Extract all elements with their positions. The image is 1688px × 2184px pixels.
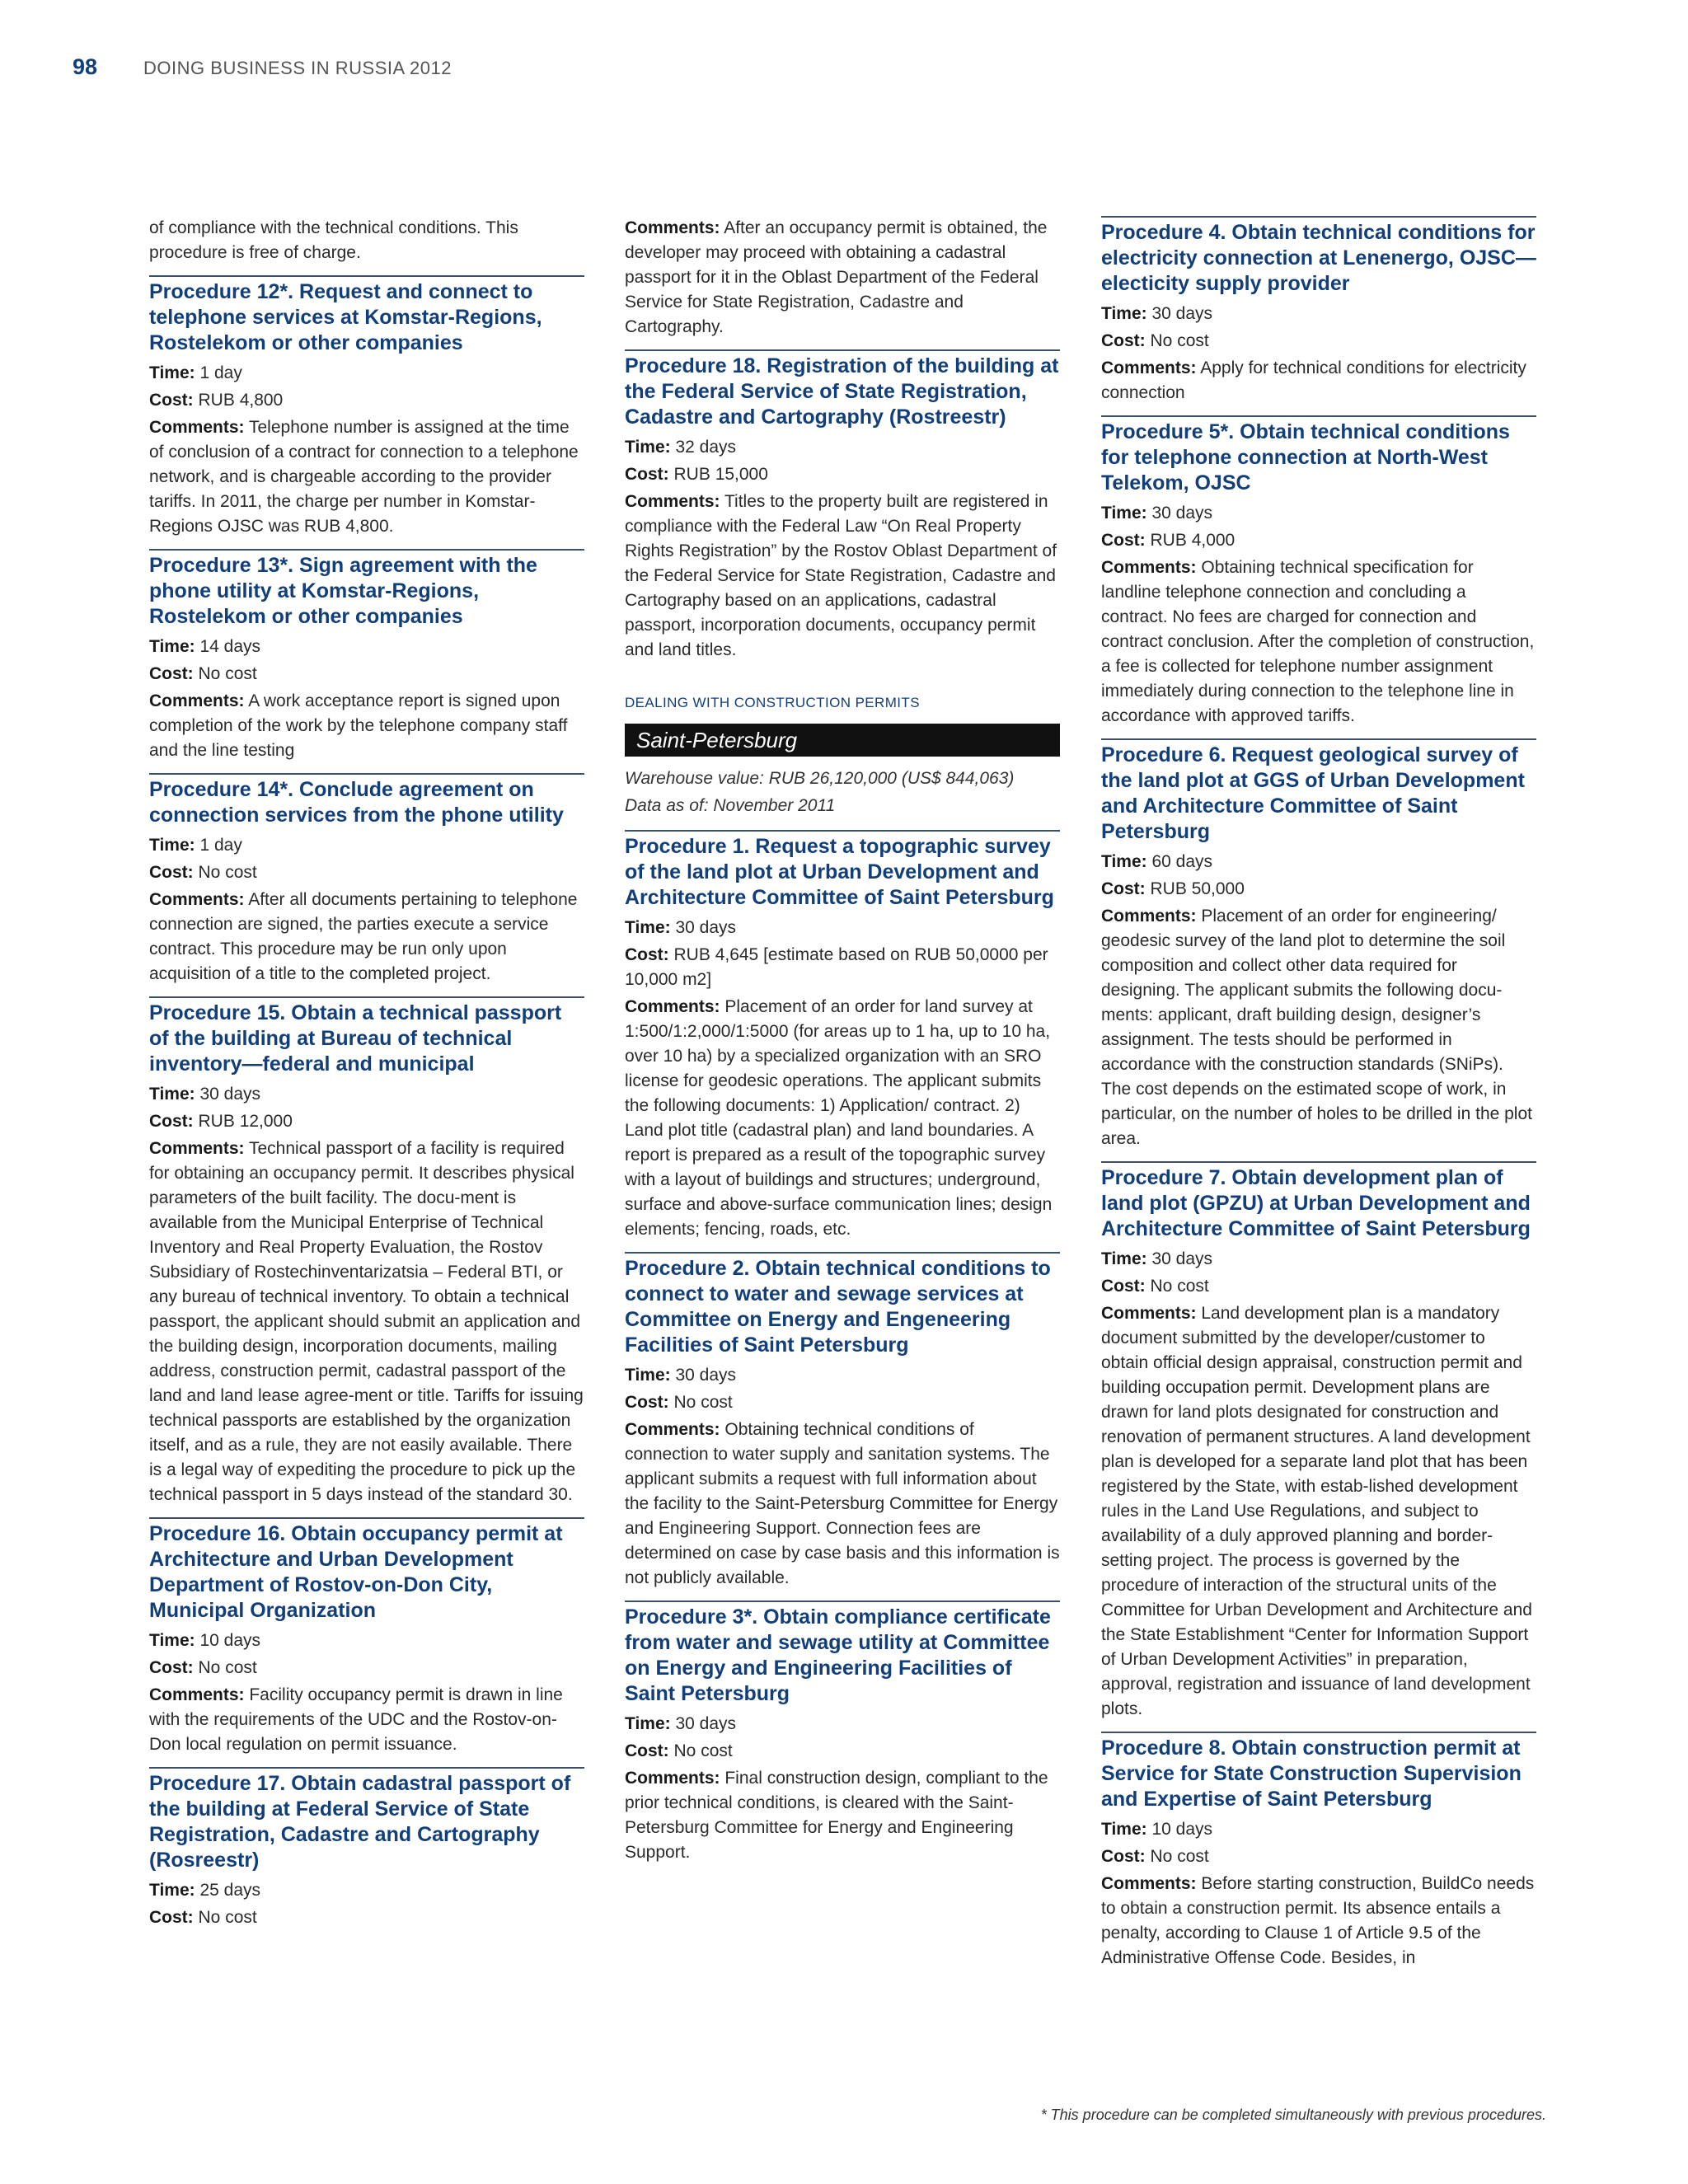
- comments-line: [1101, 1301, 1536, 1722]
- time-label: Time:: [1101, 852, 1147, 871]
- cost-value: No cost: [1150, 1277, 1209, 1296]
- comments-text: Titles to the property built are registered in compliance with the Federal Law “On Real Property Rights Registration” by the Rostov Oblast Department of the Federal Service for State Registration, Cadastre and Cartography based on an applications, cadastral passport, incorporation documents, occupancy permit and land titles.: [625, 492, 1057, 659]
- comments-line: [625, 490, 1060, 663]
- procedure-title: Procedure 18. Registration of the building at the Federal Service of State Registration, Cadastre and Cartography (Rostreestr): [625, 349, 1060, 430]
- procedure-5: [1101, 415, 1536, 729]
- cost-line: [149, 388, 584, 413]
- column-1: [149, 216, 584, 1933]
- procedure-title: Procedure 7. Obtain development plan of land plot (GPZU) at Urban Development and Architecture Committee of Saint Petersburg: [1101, 1161, 1536, 1242]
- cost-line: [625, 1390, 1060, 1415]
- comments-text: Obtaining technical conditions of connection to water supply and sanitation systems. The applicant submits a request with full information about the facility to the Saint-Petersburg Committee for Energy and Engineering Support. Connection fees are determined on case by case basis and this information is not publicly available.: [625, 1420, 1060, 1587]
- cost-line: [149, 662, 584, 687]
- comments-line: [149, 888, 584, 987]
- cost-line: [1101, 1274, 1536, 1299]
- column-2: [625, 216, 1060, 1868]
- cost-label: Cost:: [1101, 1847, 1146, 1866]
- comments-label: Comments:: [1101, 558, 1197, 577]
- cost-value: RUB 15,000: [673, 465, 768, 484]
- time-label: Time:: [149, 1085, 195, 1104]
- cost-value: No cost: [673, 1393, 733, 1412]
- comments-label: Comments:: [1101, 359, 1197, 377]
- time-line: [1101, 1817, 1536, 1842]
- comments-line: [1101, 904, 1536, 1151]
- cost-label: Cost:: [625, 1393, 669, 1412]
- time-value: 60 days: [1151, 852, 1213, 871]
- cost-value: No cost: [198, 1658, 257, 1677]
- time-value: 14 days: [199, 637, 261, 656]
- procedure-6: [1101, 738, 1536, 1151]
- time-line: [149, 635, 584, 659]
- procedure-2: [625, 1252, 1060, 1591]
- comments-text: Land development plan is a mandatory document submitted by the developer/customer to obtain official design appraisal, construction permit and building occupation permit. Development plans are drawn for land plots designated for construction and renovation of permanent structures. A land development plan is developed for a separate land plot that has been registered by the State, with estab-lished development rules in the Land Use Regulations, and subject to availability of a duly approved planning and border-setting project. The process is governed by the procedure of interaction of the structural units of the Committee for Urban Development and Architecture and the State Establishment “Center for Information Support of Urban Development Activities” in preparation, approval, registration and issuance of land development plots.: [1101, 1304, 1532, 1718]
- comments-label: Comments:: [1101, 907, 1197, 926]
- comments-text: A work acceptance report is signed upon completion of the work by the telephone company staff and the line testing: [149, 691, 568, 760]
- time-label: Time:: [625, 918, 671, 937]
- running-title: DOING BUSINESS IN RUSSIA 2012: [143, 58, 452, 78]
- cost-line: [149, 860, 584, 885]
- time-value: 30 days: [675, 1366, 737, 1385]
- procedure-18: [625, 349, 1060, 663]
- comments-label: Comments:: [1101, 1874, 1197, 1893]
- cost-label: Cost:: [625, 465, 669, 484]
- procedure-12: [149, 275, 584, 539]
- procedure-1: [625, 830, 1060, 1242]
- cost-value: No cost: [198, 664, 257, 683]
- time-value: 1 day: [199, 363, 242, 382]
- cost-line: [1101, 329, 1536, 354]
- comments-line: [625, 1766, 1060, 1865]
- time-label: Time:: [1101, 1249, 1147, 1268]
- time-label: Time:: [149, 1631, 195, 1650]
- cost-value: No cost: [1150, 1847, 1209, 1866]
- comments-line: [625, 216, 1060, 340]
- procedure-4: [1101, 216, 1536, 405]
- time-value: 32 days: [675, 438, 737, 457]
- comments-text: Telephone number is assigned at the time of conclusion of a contract for connection to a telephone network, and is chargeable according to the provider tariffs. In 2011, the charge per number in Komstar-Regions OJSC was RUB 4,800.: [149, 418, 579, 536]
- page-header: [73, 54, 452, 80]
- comments-label: Comments:: [625, 1769, 720, 1788]
- comments-line: [1101, 1872, 1536, 1971]
- procedure-title: Procedure 1. Request a topographic survey of the land plot at Urban Development and Architecture Committee of Saint Petersburg: [625, 830, 1060, 911]
- procedure-title: Procedure 6. Request geological survey of the land plot at GGS of Urban Development and Architecture Committee of Saint Petersburg: [1101, 738, 1536, 845]
- comments-label: Comments:: [625, 1420, 720, 1439]
- comments-line: [625, 995, 1060, 1242]
- comments-line: [149, 689, 584, 763]
- time-line: [625, 435, 1060, 460]
- cost-line: [1101, 528, 1536, 553]
- procedure-3: [625, 1601, 1060, 1865]
- comments-label: Comments:: [1101, 1304, 1197, 1323]
- comments-text: Obtaining technical specification for landline telephone connection and concluding a contract. No fees are charged for connection and contract conclusion. After the completion of construction, a fee is collected for telephone number assignment immediately during connection to the telephone line in accordance with approved tariffs.: [1101, 558, 1535, 725]
- time-label: Time:: [625, 1714, 671, 1733]
- procedure-8: [1101, 1732, 1536, 1971]
- time-label: Time:: [1101, 504, 1147, 523]
- procedure-title: Procedure 15. Obtain a technical passport of the building at Bureau of technical inventory—federal and municipal: [149, 996, 584, 1077]
- time-line: [1101, 850, 1536, 874]
- cost-line: [625, 1739, 1060, 1764]
- time-line: [625, 1712, 1060, 1736]
- time-label: Time:: [625, 1366, 671, 1385]
- city-bar: Saint-Petersburg: [625, 724, 1060, 757]
- time-label: Time:: [625, 438, 671, 457]
- comments-label: Comments:: [149, 418, 245, 437]
- cost-value: No cost: [198, 863, 257, 882]
- time-line: [625, 1363, 1060, 1388]
- cost-value: No cost: [1150, 331, 1209, 350]
- procedure-title: Procedure 5*. Obtain technical conditions for telephone connection at North-West Telekom, OJSC: [1101, 415, 1536, 496]
- comments-text: Technical passport of a facility is required for obtaining an occupancy permit. It describes physical parameters of the built facility. The docu-ment is available from the Municipal Enterprise of Technical Inventory and Real Property Evaluation, the Rostov Subsidiary of Rostechinventarizatsia – Federal BTI, or any bureau of technical inventory. To obtain a technical passport, the applicant should submit an application and the building design, incorporation documents, mailing address, construction permit, cadastral passport of the land and land lease agree-ment or title. Tariffs for issuing technical passports are established by the organization itself, and as a rule, they are not easily available. There is a legal way of expediting the procedure to pick up the technical passport in 5 days instead of the standard 30.: [149, 1139, 584, 1504]
- footnote: * This procedure can be completed simultaneously with previous procedures.: [1040, 2107, 1546, 2123]
- comments-text: Final construction design, compliant to the prior technical conditions, is cleared with the Saint-Petersburg Committee for Energy and Engineering Support.: [625, 1769, 1048, 1862]
- page-number: 98: [73, 54, 98, 79]
- comments-text: Placement of an order for land survey at 1:500/1:2,000/1:5000 (for areas up to 1 ha, up to 10 ha, over 10 ha) by a specialized organization with an SRO license for geodesic operations. The applicant submits the following documents: 1) Application/ contract. 2) Land plot title (cadastral plan) and land boundaries. A report is prepared as a result of the topographic survey with a layout of buildings and structures; underground, surface and above-surface communication lines; design elements; fencing, roads, etc.: [625, 997, 1053, 1239]
- comments-text: After an occupancy permit is obtained, the developer may proceed with obtaining a cadastral passport for it in the Oblast Department of the Federal Service for State Registration, Cadastre and Cartography.: [625, 218, 1048, 336]
- comments-text: After all documents pertaining to telephone connection are signed, the parties execute a service contract. This procedure may be run only upon acquisition of a title to the completed project.: [149, 890, 578, 983]
- cost-line: [625, 462, 1060, 487]
- cost-label: Cost:: [1101, 331, 1146, 350]
- warehouse-value: Warehouse value: RUB 26,120,000 (US$ 844,063): [625, 769, 1015, 788]
- time-label: Time:: [149, 1881, 195, 1900]
- cost-label: Cost:: [149, 1112, 194, 1131]
- comments-label: Comments:: [625, 492, 720, 511]
- comments-text: Apply for technical conditions for electricity connection: [1101, 359, 1526, 402]
- time-value: 30 days: [199, 1085, 261, 1104]
- time-line: [1101, 302, 1536, 326]
- procedure-13: [149, 549, 584, 763]
- cost-label: Cost:: [149, 1658, 194, 1677]
- cost-value: RUB 4,800: [198, 391, 284, 410]
- time-line: [1101, 501, 1536, 526]
- cost-value: No cost: [673, 1741, 733, 1760]
- data-as-of: Data as of: November 2011: [625, 796, 836, 815]
- comments-line: [1101, 356, 1536, 405]
- time-label: Time:: [1101, 1820, 1147, 1839]
- procedure-title: Procedure 16. Obtain occupancy permit at Architecture and Urban Development Department of Rostov-on-Don City, Municipal Organization: [149, 1517, 584, 1624]
- procedure-title: Procedure 17. Obtain cadastral passport of the building at Federal Service of State Registration, Cadastre and Cartography (Rosreestr): [149, 1767, 584, 1873]
- cost-label: Cost:: [1101, 1277, 1146, 1296]
- cost-line: [149, 1109, 584, 1134]
- cost-line: [1101, 1844, 1536, 1869]
- procedure-15: [149, 996, 584, 1507]
- comments-line: [149, 1137, 584, 1507]
- cost-label: Cost:: [625, 1741, 669, 1760]
- time-value: 10 days: [1151, 1820, 1213, 1839]
- cost-label: Cost:: [149, 664, 194, 683]
- cost-label: Cost:: [149, 1908, 194, 1927]
- comments-label: Comments:: [625, 997, 720, 1016]
- comments-label: Comments:: [149, 691, 245, 710]
- cost-label: Cost:: [149, 863, 194, 882]
- comments-text: Before starting construction, BuildCo needs to obtain a construction permit. Its absence entails a penalty, according to Clause 1 of Article 9.5 of the Administrative Offense Code. Besides, in: [1101, 1874, 1535, 1967]
- procedure-16: [149, 1517, 584, 1757]
- cost-line: [149, 1656, 584, 1680]
- cost-value: RUB 50,000: [1150, 879, 1245, 898]
- procedure-title: Procedure 12*. Request and connect to telephone services at Komstar-Regions, Rostelekom or other companies: [149, 275, 584, 356]
- comments-label: Comments:: [625, 218, 720, 237]
- procedure-title: Procedure 4. Obtain technical conditions for electricity connection at Lenenergo, OJSC—electicity supply provider: [1101, 216, 1536, 297]
- procedure-14: [149, 773, 584, 987]
- time-line: [149, 1082, 584, 1107]
- cost-value: RUB 12,000: [198, 1112, 293, 1131]
- cost-label: Cost:: [1101, 531, 1146, 550]
- comments-text: Facility occupancy permit is drawn in line with the requirements of the UDC and the Rostov-on-Don local regulation on permit issuance.: [149, 1685, 563, 1754]
- section-tag: DEALING WITH CONSTRUCTION PERMITS: [625, 695, 920, 710]
- time-line: [149, 833, 584, 858]
- comments-text: Placement of an order for engineering/ geodesic survey of the land plot to determine the soil composition and collect other data required for designing. The applicant submits the following docu-ments: applicant, draft building design, designer’s assignment. The tests should be performed in accordance with the construction standards (SNiPs). The cost depends on the estimated scope of work, in particular, on the number of holes to be drilled in the plot area.: [1101, 907, 1532, 1148]
- column-3: [1101, 216, 1536, 1973]
- comments-line: [1101, 555, 1536, 729]
- time-line: [149, 1629, 584, 1653]
- comments-label: Comments:: [149, 1685, 245, 1704]
- procedure-title: Procedure 8. Obtain construction permit at Service for State Construction Supervision and Expertise of Saint Petersburg: [1101, 1732, 1536, 1812]
- comments-label: Comments:: [149, 1139, 245, 1158]
- procedure-title: Procedure 2. Obtain technical conditions to connect to water and sewage services at Committee on Energy and Engeneering Facilities of Saint Petersburg: [625, 1252, 1060, 1358]
- time-value: 30 days: [1151, 1249, 1213, 1268]
- comments-label: Comments:: [149, 890, 245, 909]
- cost-line: [149, 1905, 584, 1930]
- time-label: Time:: [149, 836, 195, 855]
- intro-text: of compliance with the technical conditions. This procedure is free of charge.: [149, 218, 518, 262]
- time-value: 30 days: [1151, 304, 1213, 323]
- time-label: Time:: [1101, 304, 1147, 323]
- cost-label: Cost:: [625, 945, 669, 964]
- cost-value: No cost: [198, 1908, 257, 1927]
- procedure-7: [1101, 1161, 1536, 1722]
- procedure-title: Procedure 3*. Obtain compliance certificate from water and sewage utility at Committee on Energy and Engineering Facilities of Saint Petersburg: [625, 1601, 1060, 1707]
- time-line: [149, 1878, 584, 1903]
- time-line: [149, 361, 584, 386]
- procedure-title: Procedure 13*. Sign agreement with the phone utility at Komstar-Regions, Rostelekom or other companies: [149, 549, 584, 630]
- time-line: [625, 916, 1060, 940]
- cost-label: Cost:: [149, 391, 194, 410]
- procedure-title: Procedure 14*. Conclude agreement on connection services from the phone utility: [149, 773, 584, 828]
- time-value: 10 days: [199, 1631, 261, 1650]
- cost-value: RUB 4,645 [estimate based on RUB 50,0000 per 10,000 m2]: [625, 945, 1048, 989]
- time-value: 30 days: [1151, 504, 1213, 523]
- comments-line: [625, 1418, 1060, 1591]
- time-value: 25 days: [199, 1881, 261, 1900]
- cost-line: [625, 943, 1060, 992]
- comments-line: [149, 415, 584, 539]
- time-value: 30 days: [675, 918, 737, 937]
- time-line: [1101, 1247, 1536, 1272]
- time-value: 30 days: [675, 1714, 737, 1733]
- cost-label: Cost:: [1101, 879, 1146, 898]
- procedure-17: [149, 1767, 584, 1930]
- comments-line: [149, 1683, 584, 1757]
- time-label: Time:: [149, 363, 195, 382]
- time-label: Time:: [149, 637, 195, 656]
- cost-value: RUB 4,000: [1150, 531, 1236, 550]
- cost-line: [1101, 877, 1536, 902]
- time-value: 1 day: [199, 836, 242, 855]
